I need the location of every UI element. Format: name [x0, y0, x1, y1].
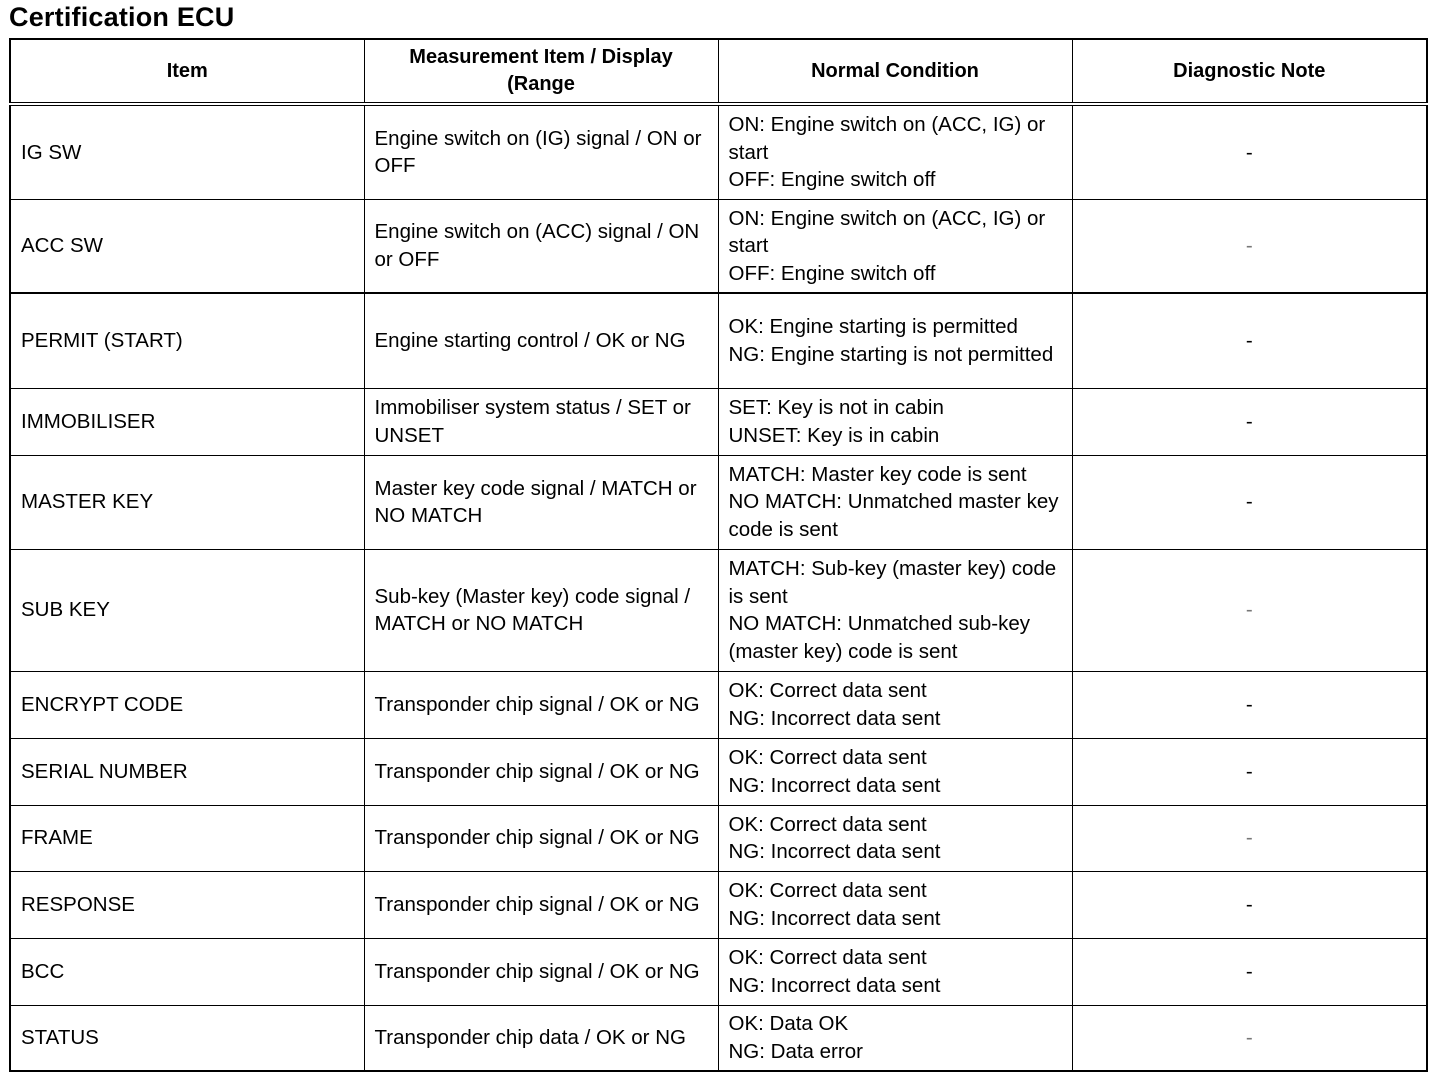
cell-condition: SET: Key is not in cabin UNSET: Key is in cabin	[718, 388, 1072, 455]
cell-note: -	[1072, 738, 1427, 805]
table-row	[10, 805, 1427, 871]
cell-item: BCC	[10, 938, 364, 1005]
cell-item: SERIAL NUMBER	[10, 738, 364, 805]
header-measurement: Measurement Item / Display (Range	[364, 39, 718, 104]
cell-measurement: Transponder chip signal / OK or NG	[364, 871, 718, 938]
cell-note: -	[1072, 293, 1427, 388]
cell-condition: OK: Data OK NG: Data error	[718, 1005, 1072, 1071]
table-row	[10, 388, 1427, 455]
cell-item: ACC SW	[10, 199, 364, 293]
table-row	[10, 738, 1427, 805]
cell-note: -	[1072, 388, 1427, 455]
table-row	[10, 199, 1427, 293]
cell-condition: ON: Engine switch on (ACC, IG) or start OFF: Engine switch off	[718, 199, 1072, 293]
cell-condition: MATCH: Sub-key (master key) code is sent NO MATCH: Unmatched sub-key (master key) code is sent	[718, 549, 1072, 671]
cell-condition: OK: Engine starting is permitted NG: Engine starting is not permitted	[718, 293, 1072, 388]
data-table	[9, 38, 1428, 1072]
cell-item: IG SW	[10, 104, 364, 199]
cell-item: MASTER KEY	[10, 455, 364, 549]
cell-condition: OK: Correct data sent NG: Incorrect data sent	[718, 738, 1072, 805]
cell-measurement: Sub-key (Master key) code signal / MATCH or NO MATCH	[364, 549, 718, 671]
table-row	[10, 1005, 1427, 1071]
cell-measurement: Immobiliser system status / SET or UNSET	[364, 388, 718, 455]
cell-item: FRAME	[10, 805, 364, 871]
cell-note: -	[1072, 549, 1427, 671]
cell-note: -	[1072, 871, 1427, 938]
table-row	[10, 671, 1427, 738]
table-row	[10, 871, 1427, 938]
cell-item: RESPONSE	[10, 871, 364, 938]
table-row	[10, 549, 1427, 671]
page-title: Certification ECU	[9, 2, 235, 32]
cell-measurement: Transponder chip signal / OK or NG	[364, 938, 718, 1005]
cell-condition: OK: Correct data sent NG: Incorrect data sent	[718, 871, 1072, 938]
cell-condition: OK: Correct data sent NG: Incorrect data sent	[718, 805, 1072, 871]
cell-note: -	[1072, 938, 1427, 1005]
cell-measurement: Transponder chip signal / OK or NG	[364, 805, 718, 871]
table-row	[10, 104, 1427, 199]
cell-condition: MATCH: Master key code is sent NO MATCH: Unmatched master key code is sent	[718, 455, 1072, 549]
cell-item: PERMIT (START)	[10, 293, 364, 388]
cell-condition: OK: Correct data sent NG: Incorrect data sent	[718, 671, 1072, 738]
cell-condition: ON: Engine switch on (ACC, IG) or start OFF: Engine switch off	[718, 104, 1072, 199]
header-item: Item	[10, 39, 364, 104]
table-header-row	[10, 39, 1427, 104]
cell-note: -	[1072, 1005, 1427, 1071]
cell-note: -	[1072, 199, 1427, 293]
cell-measurement: Transponder chip signal / OK or NG	[364, 738, 718, 805]
cell-item: IMMOBILISER	[10, 388, 364, 455]
header-diagnostic-note: Diagnostic Note	[1072, 39, 1427, 104]
cell-note: -	[1072, 104, 1427, 199]
cell-measurement: Transponder chip signal / OK or NG	[364, 671, 718, 738]
cell-item: SUB KEY	[10, 549, 364, 671]
cell-measurement: Master key code signal / MATCH or NO MATCH	[364, 455, 718, 549]
cell-note: -	[1072, 455, 1427, 549]
cell-note: -	[1072, 805, 1427, 871]
cell-measurement: Engine starting control / OK or NG	[364, 293, 718, 388]
cell-condition: OK: Correct data sent NG: Incorrect data sent	[718, 938, 1072, 1005]
cell-item: STATUS	[10, 1005, 364, 1071]
header-normal-condition: Normal Condition	[718, 39, 1072, 104]
cell-note: -	[1072, 671, 1427, 738]
cell-measurement: Engine switch on (IG) signal / ON or OFF	[364, 104, 718, 199]
cell-measurement: Engine switch on (ACC) signal / ON or OFF	[364, 199, 718, 293]
cell-measurement: Transponder chip data / OK or NG	[364, 1005, 718, 1071]
table-row	[10, 455, 1427, 549]
cell-item: ENCRYPT CODE	[10, 671, 364, 738]
table-row	[10, 293, 1427, 388]
table-row	[10, 938, 1427, 1005]
